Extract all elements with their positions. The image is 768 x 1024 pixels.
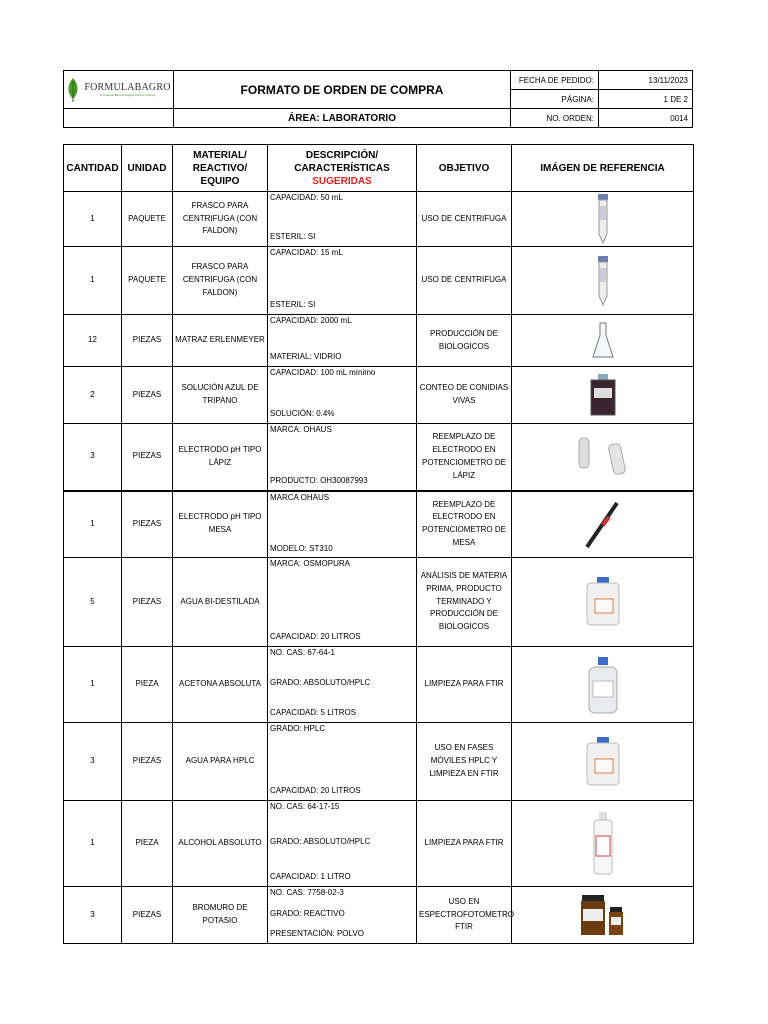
cantidad-cell: 1 [64,647,122,723]
unidad-cell: PIEZAS [122,315,173,367]
col-header-descripcion [268,145,417,192]
imagen-cell [512,887,694,944]
descripcion-line: ESTERIL: SI [270,232,316,241]
unidad-cell: PIEZA [122,801,173,887]
cantidad-cell: 2 [64,367,122,424]
descripcion-cell [268,367,417,424]
objetivo-cell: ANÁLISIS DE MATERIA PRIMA, PRODUCTO TERMINADO Y PRODUCCIÓN DE BIOLOGICOS [417,558,512,647]
table-row [64,424,694,491]
imagen-cell [512,424,694,491]
imagen-cell [512,367,694,424]
col-header-cantidad: CANTIDAD [64,145,122,192]
imagen-cell [512,801,694,887]
descripcion-cell [268,723,417,801]
order-table [63,144,694,944]
descripcion-cell [268,558,417,647]
descripcion-line: GRADO: ABSOLUTO/HPLC [270,678,371,687]
objetivo-cell: USO DE CENTRIFUGA [417,192,512,247]
unidad-cell: PAQUETE [122,192,173,247]
unidad-cell: PIEZAS [122,367,173,424]
objetivo-cell: LIMPIEZA PARA FTIR [417,647,512,723]
table-row [64,801,694,887]
cantidad-cell: 1 [64,801,122,887]
descripcion-line: NO. CAS: 7758-02-3 [270,888,344,897]
descripcion-line: NO. CAS: 64-17-15 [270,802,340,811]
imagen-cell [512,247,694,315]
descripcion-line: GRADO: ABSOLUTO/HPLC [270,837,371,846]
centrifuge-tube-icon [514,256,691,306]
header-table [63,70,693,128]
solvent-bottle-icon [514,655,691,715]
objetivo-cell: USO EN ESPECTROFOTOMETRO FTIR [417,887,512,944]
bench-electrode-icon [514,499,691,549]
descripcion-cell [268,424,417,491]
unidad-cell: PIEZA [122,647,173,723]
field-value: 0014 [599,109,693,128]
descripcion-line: CAPACIDAD: 50 mL [270,193,343,202]
imagen-cell [512,192,694,247]
cantidad-cell: 1 [64,192,122,247]
cantidad-cell: 3 [64,424,122,491]
clear-bottle-icon [514,812,691,876]
descripcion-cell [268,647,417,723]
sugeridas-label: SUGERIDAS [312,175,372,187]
table-row [64,491,694,558]
unidad-cell: PIEZAS [122,424,173,491]
area-label: ÁREA: LABORATORIO [174,109,511,128]
table-row [64,887,694,944]
descripcion-line: GRADO: REACTIVO [270,908,345,918]
cantidad-cell: 12 [64,315,122,367]
descripcion-line: MARCA: OSMOPURA [270,559,351,568]
imagen-cell [512,723,694,801]
descripcion-line: MATERIAL: VIDRIO [270,352,342,361]
descripcion-line: MARCA OHAUS [270,492,330,502]
material-cell: AGUA PARA HPLC [173,723,268,801]
imagen-cell [512,647,694,723]
descripcion-cell [268,315,417,367]
objetivo-cell: REEMPLAZO DE ELECTRODO EN POTENCIOMETRO DE LÁPIZ [417,424,512,491]
unidad-cell: PIEZAS [122,887,173,944]
descripcion-cell [268,192,417,247]
material-cell: FRASCO PARA CENTRIFUGA (CON FALDON) [173,247,268,315]
material-cell: BROMURO DE POTASIO [173,887,268,944]
unidad-cell: PAQUETE [122,247,173,315]
col-header-material: MATERIAL/ REACTIVO/ EQUIPO [173,145,268,192]
descripcion-line: PRODUCTO: OH30087993 [270,476,368,485]
material-cell: AGUA BI-DESTILADA [173,558,268,647]
descripcion-line: CAPACIDAD: 100 mL mínimo [270,368,376,377]
page-title: FORMATO DE ORDEN DE COMPRA [174,71,511,109]
logo-text: FORMULABAGRO [84,82,171,93]
table-row [64,315,694,367]
logo-spacer [64,109,174,128]
field-label: NO. ORDEN: [511,109,599,128]
col-header-objetivo: OBJETIVO [417,145,512,192]
descripcion-line: CAPACIDAD: 5 LITROS [270,708,357,717]
material-cell: ACETONA ABSOLUTA [173,647,268,723]
unidad-cell: PIEZAS [122,723,173,801]
table-header-row [64,145,694,192]
col-header-unidad: UNIDAD [122,145,173,192]
descripcion-line: NO. CAS: 67-64-1 [270,648,335,657]
descripcion-cell [268,801,417,887]
field-label: FECHA DE PEDIDO: [511,71,599,90]
unidad-cell: PIEZAS [122,558,173,647]
objetivo-cell: PRODUCCIÓN DE BIOLOGICOS [417,315,512,367]
table-row [64,558,694,647]
descripcion-line: MARCA: OHAUS [270,425,332,434]
unidad-cell: PIEZAS [122,491,173,558]
table-row [64,647,694,723]
leaf-icon [66,77,80,103]
objetivo-cell: REEMPLAZO DE ELECTRODO EN POTENCIOMETRO DE MESA [417,491,512,558]
descripcion-line: SOLUCIÓN: 0.4% [270,409,335,418]
objetivo-cell: LIMPIEZA PARA FTIR [417,801,512,887]
material-cell: SOLUCIÓN AZUL DE TRIPANO [173,367,268,424]
cantidad-cell: 5 [64,558,122,647]
jerrycan-icon [514,737,691,787]
descripcion-cell [268,491,417,558]
reagent-bottle-icon [514,374,691,416]
field-value: 13/11/2023 [599,71,693,90]
material-cell: ALCOHOL ABSOLUTO [173,801,268,887]
cantidad-cell: 3 [64,723,122,801]
col-header-imagen: IMÁGEN DE REFERENCIA [512,145,694,192]
field-label: PÁGINA: [511,90,599,109]
descripcion-line: CAPACIDAD: 20 LITROS [270,786,361,795]
descripcion-line: MODELO: ST310 [270,543,333,553]
cantidad-cell: 1 [64,247,122,315]
table-row [64,247,694,315]
objetivo-cell: USO DE CENTRIFUGA [417,247,512,315]
table-row [64,367,694,424]
descripcion-line: CAPACIDAD: 2000 mL [270,316,352,325]
descripcion-cell [268,887,417,944]
field-value: 1 DE 2 [599,90,693,109]
jerrycan-icon [514,577,691,627]
logo-subtext: Innovación Biotecnológica Para el Campo [99,93,156,97]
cantidad-cell: 1 [64,491,122,558]
descripcion-line: PRESENTACIÓN: POLVO [270,929,364,938]
descripcion-line: CAPACIDAD: 1 LITRO [270,872,351,881]
descripcion-line: CAPACIDAD: 20 LITROS [270,632,361,641]
objetivo-cell: USO EN FASES MÓVILES HPLC Y LIMPIEZA EN FTIR [417,723,512,801]
imagen-cell [512,315,694,367]
table-row [64,723,694,801]
cantidad-cell: 3 [64,887,122,944]
material-cell: MATRAZ ERLENMEYER [173,315,268,367]
descripcion-line: ESTERIL: SI [270,300,316,309]
descripcion-line: CAPACIDAD: 15 mL [270,248,343,257]
material-cell: ELECTRODO pH TIPO MESA [173,491,268,558]
amber-jars-icon [514,893,691,937]
material-cell: FRASCO PARA CENTRIFUGA (CON FALDON) [173,192,268,247]
company-logo [64,71,174,109]
centrifuge-tube-icon [514,194,691,244]
descripcion-line: GRADO: HPLC [270,724,326,733]
descripcion-label: DESCRIPCIÓN/ CARACTERÍSTICAS [294,149,390,174]
material-cell: ELECTRODO pH TIPO LÁPIZ [173,424,268,491]
pen-electrode-icon [514,434,691,480]
objetivo-cell: CONTEO DE CONIDIAS VIVAS [417,367,512,424]
erlenmeyer-flask-icon [514,321,691,361]
imagen-cell [512,558,694,647]
table-row [64,192,694,247]
imagen-cell [512,491,694,558]
descripcion-cell [268,247,417,315]
